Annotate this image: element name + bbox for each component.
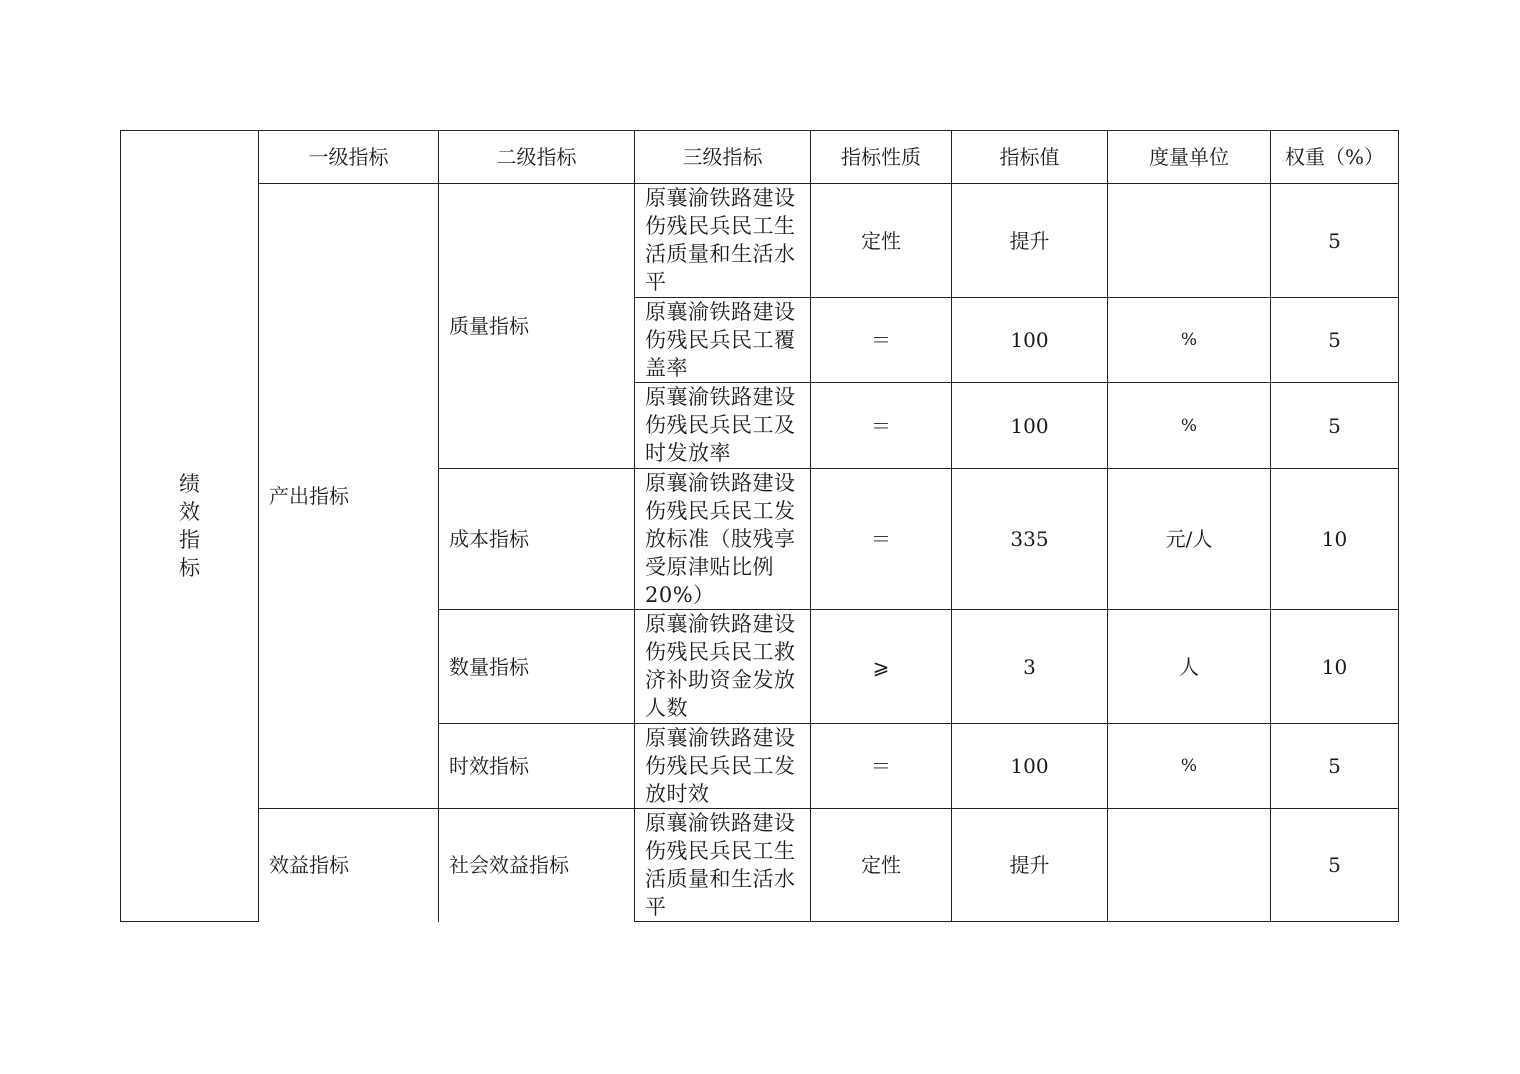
header-nature: 指标性质 (841, 145, 921, 169)
header-level3: 三级指标 (682, 145, 763, 169)
section-label-char: 指 (179, 528, 200, 552)
weight-cell: 5 (1328, 754, 1341, 778)
text-line: 原襄渝铁路建设 (645, 300, 796, 324)
level3-text (645, 724, 810, 808)
nature-cell: ⩾ (872, 654, 890, 679)
text-line: 原襄渝铁路建设 (645, 726, 796, 750)
table-border (438, 130, 439, 922)
unit-cell (1108, 809, 1270, 921)
table-border (634, 130, 635, 922)
text-line: 原襄渝铁路建设 (645, 471, 796, 495)
nature-cell: 定性 (861, 853, 901, 877)
text-line: 时发放率 (645, 441, 731, 465)
text-line: 伤残民兵民工救 (645, 640, 796, 664)
level3-text (645, 469, 810, 609)
weight-cell: 5 (1328, 228, 1341, 253)
nature-cell: ＝ (871, 413, 891, 438)
unit-cell: % (1180, 330, 1198, 350)
value-cell: 提升 (1009, 228, 1050, 253)
text-line: 伤残民兵民工生 (645, 214, 796, 238)
value-cell: 100 (1010, 413, 1049, 438)
unit-cell: % (1180, 415, 1198, 436)
text-line: 伤残民兵民工生 (645, 839, 796, 863)
weight-cell: 10 (1321, 654, 1348, 679)
header-value: 指标值 (999, 145, 1060, 169)
level1-output: 产出指标 (269, 484, 349, 508)
text-line: 20%） (645, 583, 715, 607)
level2-timeliness: 时效指标 (449, 754, 529, 778)
level2-social: 社会效益指标 (449, 853, 569, 877)
value-cell: 3 (1023, 654, 1036, 679)
table-border (120, 921, 259, 922)
text-line: 活质量和生活水 (645, 867, 796, 891)
section-label-char: 标 (179, 556, 200, 580)
unit-cell: % (1180, 756, 1198, 776)
nature-cell: ＝ (871, 328, 891, 352)
text-line: 伤残民兵民工发 (645, 499, 796, 523)
level3-text (645, 809, 810, 921)
value-cell: 100 (1010, 328, 1049, 352)
value-cell: 提升 (1009, 853, 1050, 877)
level1-benefit: 效益指标 (269, 853, 349, 877)
text-line: 活质量和生活水 (645, 242, 796, 266)
text-line: 放时效 (645, 782, 710, 806)
text-line: 放标准（肢残享 (645, 527, 796, 551)
nature-cell: 定性 (861, 228, 901, 253)
nature-cell: ＝ (871, 527, 891, 551)
section-label-char: 绩 (179, 472, 200, 496)
level3-text (645, 184, 810, 296)
level3-text (645, 298, 810, 382)
unit-cell (1108, 184, 1270, 297)
weight-cell: 5 (1328, 853, 1341, 877)
unit-cell: 人 (1179, 654, 1199, 679)
header-level2: 二级指标 (496, 145, 577, 169)
weight-cell: 5 (1328, 328, 1341, 352)
section-label-char: 效 (179, 500, 200, 524)
value-cell: 335 (1010, 527, 1049, 551)
table-border (1398, 130, 1399, 922)
header-level1: 一级指标 (308, 145, 389, 169)
text-line: 济补助资金发放 (645, 668, 796, 692)
unit-cell: 元/人 (1165, 527, 1213, 551)
text-line: 平 (645, 270, 667, 294)
weight-cell: 10 (1321, 527, 1348, 551)
text-line: 盖率 (645, 356, 688, 380)
table-border (634, 921, 1399, 922)
text-line: 人数 (645, 696, 688, 720)
level2-cost: 成本指标 (449, 527, 529, 551)
text-line: 平 (645, 895, 667, 919)
section-label-performance (121, 131, 258, 921)
level2-quantity: 数量指标 (449, 654, 529, 679)
text-line: 伤残民兵民工覆 (645, 328, 796, 352)
text-line: 原襄渝铁路建设 (645, 186, 796, 210)
level2-quality: 质量指标 (449, 314, 529, 338)
text-line: 伤残民兵民工及 (645, 413, 796, 437)
weight-cell: 5 (1328, 413, 1341, 438)
header-unit: 度量单位 (1149, 145, 1229, 169)
level3-text (645, 383, 810, 467)
text-line: 原襄渝铁路建设 (645, 811, 796, 835)
header-weight: 权重（%） (1284, 145, 1384, 169)
text-line: 伤残民兵民工发 (645, 754, 796, 778)
value-cell: 100 (1010, 754, 1049, 778)
text-line: 原襄渝铁路建设 (645, 385, 796, 409)
table-border (258, 130, 259, 922)
text-line: 受原津贴比例 (645, 555, 774, 579)
level3-text (645, 610, 810, 722)
nature-cell: ＝ (871, 754, 891, 778)
text-line: 原襄渝铁路建设 (645, 612, 796, 636)
